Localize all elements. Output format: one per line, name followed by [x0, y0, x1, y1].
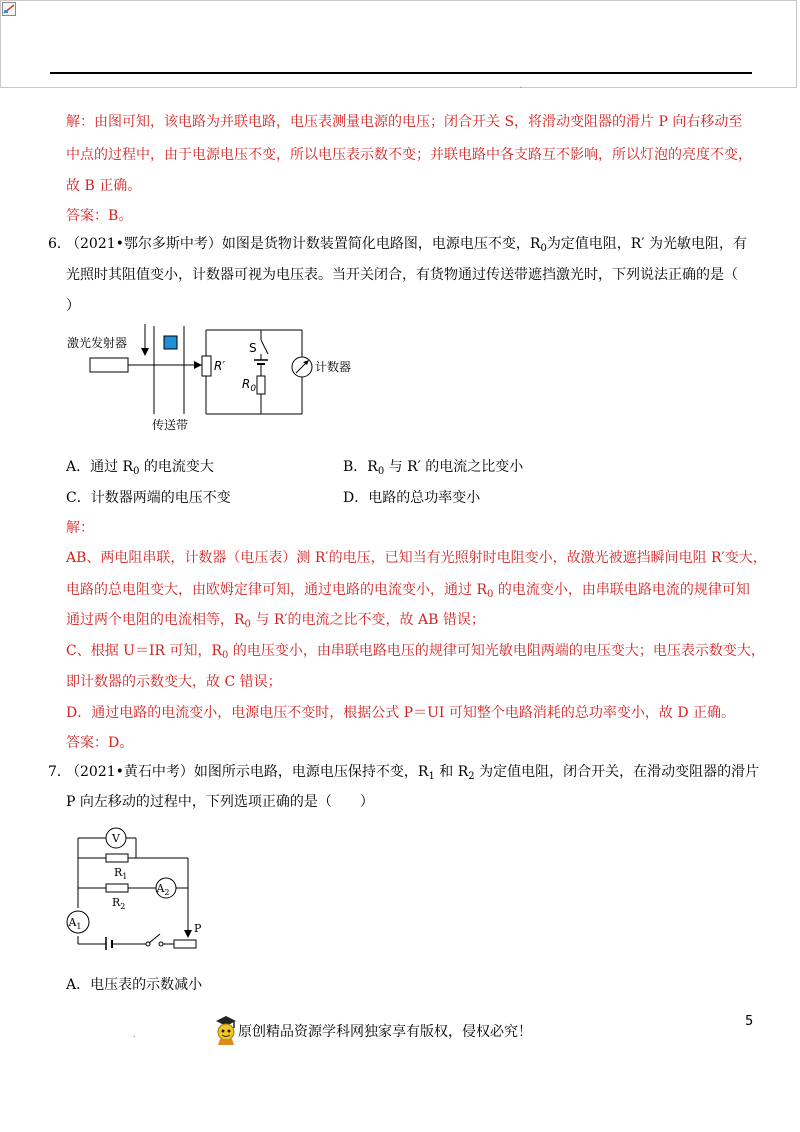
r2-label: $R_2$: [112, 896, 126, 911]
header-rule: [50, 72, 752, 74]
svg-text:A2: $A_2$: [156, 882, 170, 897]
question-6-line-2: 光照时其阻值变小，计数器可视为电压表。当开关闭合，有货物通过传送带遮挡激光时，下列说法正确的是（: [66, 267, 738, 283]
solution-6-line-1: AB、两电阻串联，计数器（电压表）测 R′的电压，已知当有光照射时电阻变小，故激光被遮挡瞬间电阻 R′变大，: [66, 550, 767, 566]
solution-6-line-2: 电路的总电阻变大，由欧姆定律可知，通过电路的电流变小，通过 $R_0$ 的电流变小，由串联电路电流的规律可知: [66, 582, 750, 600]
question-7-line-2: P 向左移动的过程中，下列选项正确的是（ ）: [66, 794, 374, 810]
solution-5-line-1: 解：由图可知，该电路为并联电路，电压表测量电源的电压；闭合开关 S，将滑动变阻器的滑片 P 向右移动至: [66, 114, 743, 130]
answer-5: 答案：B。: [66, 208, 133, 224]
solution-6-line-3: 通过两个电阻的电流相等，$R_0$ 与 R′的电流之比不变，故 AB 错误；: [66, 612, 485, 630]
question-6-line-3: ）: [66, 298, 80, 314]
question-6-line-1: （2021•鄂尔多斯中考）如图是货物计数装置简化电路图，电源电压不变，$R_0$为定值电阻，R′ 为光敏电阻，有: [66, 236, 747, 254]
question-6-number: 6．: [48, 236, 71, 252]
resistor-r2: [106, 884, 128, 892]
sliding-rheostat: [174, 940, 196, 948]
solution-6-line-4: C、根据 U＝IR 可知，$R_0$ 的电压变小，由串联电路电压的规律可知光敏电阻两端的电压变大；电压表示数变大，: [66, 643, 765, 661]
copyright-notice: 原创精品资源学科网独家享有版权，侵权必究！: [238, 1024, 532, 1040]
question-6-option-d: D．电路的总功率变小: [343, 490, 481, 506]
question-7-number: 7．: [48, 764, 71, 780]
solution-5-line-3: 故 B 正确。: [66, 178, 142, 194]
belt-label: 传送带: [152, 418, 189, 432]
svg-text:A1: $A_1$: [68, 916, 82, 931]
light-arrow: [194, 361, 202, 369]
r0-label: $R_0$: [242, 377, 257, 394]
r1-label: $R_1$: [114, 866, 128, 881]
cargo-box: [164, 336, 177, 349]
mascot-icon: [212, 1014, 240, 1046]
svg-text:V: V: [112, 832, 120, 845]
header-frame: [0, 0, 797, 88]
footer-dot: .: [133, 1030, 136, 1039]
switch-s: [261, 340, 268, 354]
counter-circuit-diagram: [62, 318, 362, 434]
switch-label: S: [249, 341, 257, 355]
motion-arrow: [141, 348, 149, 356]
laser-emitter-label: 激光发射器: [67, 336, 128, 350]
question-6-option-a: A．通过 $R_0$ 的电流变大: [66, 459, 214, 477]
counter-label: 计数器: [315, 360, 352, 374]
photo-resistor-label: R′: [214, 359, 226, 373]
resistor-r1: [106, 854, 128, 862]
answer-6: 答案：D。: [66, 735, 134, 751]
question-6-option-b: B．$R_0$ 与 R′ 的电流之比变小: [343, 459, 524, 477]
photo-resistor: [202, 356, 211, 376]
slider-p: [184, 930, 192, 938]
slider-p-label: P: [194, 922, 202, 935]
question-7-line-1: （2021•黄石中考）如图所示电路，电源电压保持不变，$R_1$ 和 $R_2$ 为定值电阻，闭合开关，在滑动变阻器的滑片: [66, 764, 760, 782]
header-dot: ,: [520, 82, 522, 89]
question-7-option-a: A．电压表的示数减小: [66, 977, 203, 993]
question-6-option-c: C．计数器两端的电压不变: [66, 490, 231, 506]
solution-6-line-6: D．通过电路的电流变小，电源电压不变时，根据公式 P＝UI 可知整个电路消耗的总功率变小，故 D 正确。: [66, 705, 735, 721]
laser-emitter: [90, 358, 128, 372]
solution-5-line-2: 中点的过程中，由于电源电压不变，所以电压表示数不变；并联电路中各支路互不影响，所以灯泡的亮度不变，: [66, 147, 752, 163]
broken-image-icon: [2, 2, 16, 16]
page-number: 5: [745, 1014, 754, 1029]
solution-6-line-5: 即计数器的示数变大，故 C 错误；: [66, 674, 282, 690]
solution-6-heading: 解：: [66, 520, 94, 536]
parallel-circuit-diagram: [62, 820, 222, 950]
switch: [149, 934, 160, 943]
fixed-resistor-r0: [257, 376, 265, 394]
